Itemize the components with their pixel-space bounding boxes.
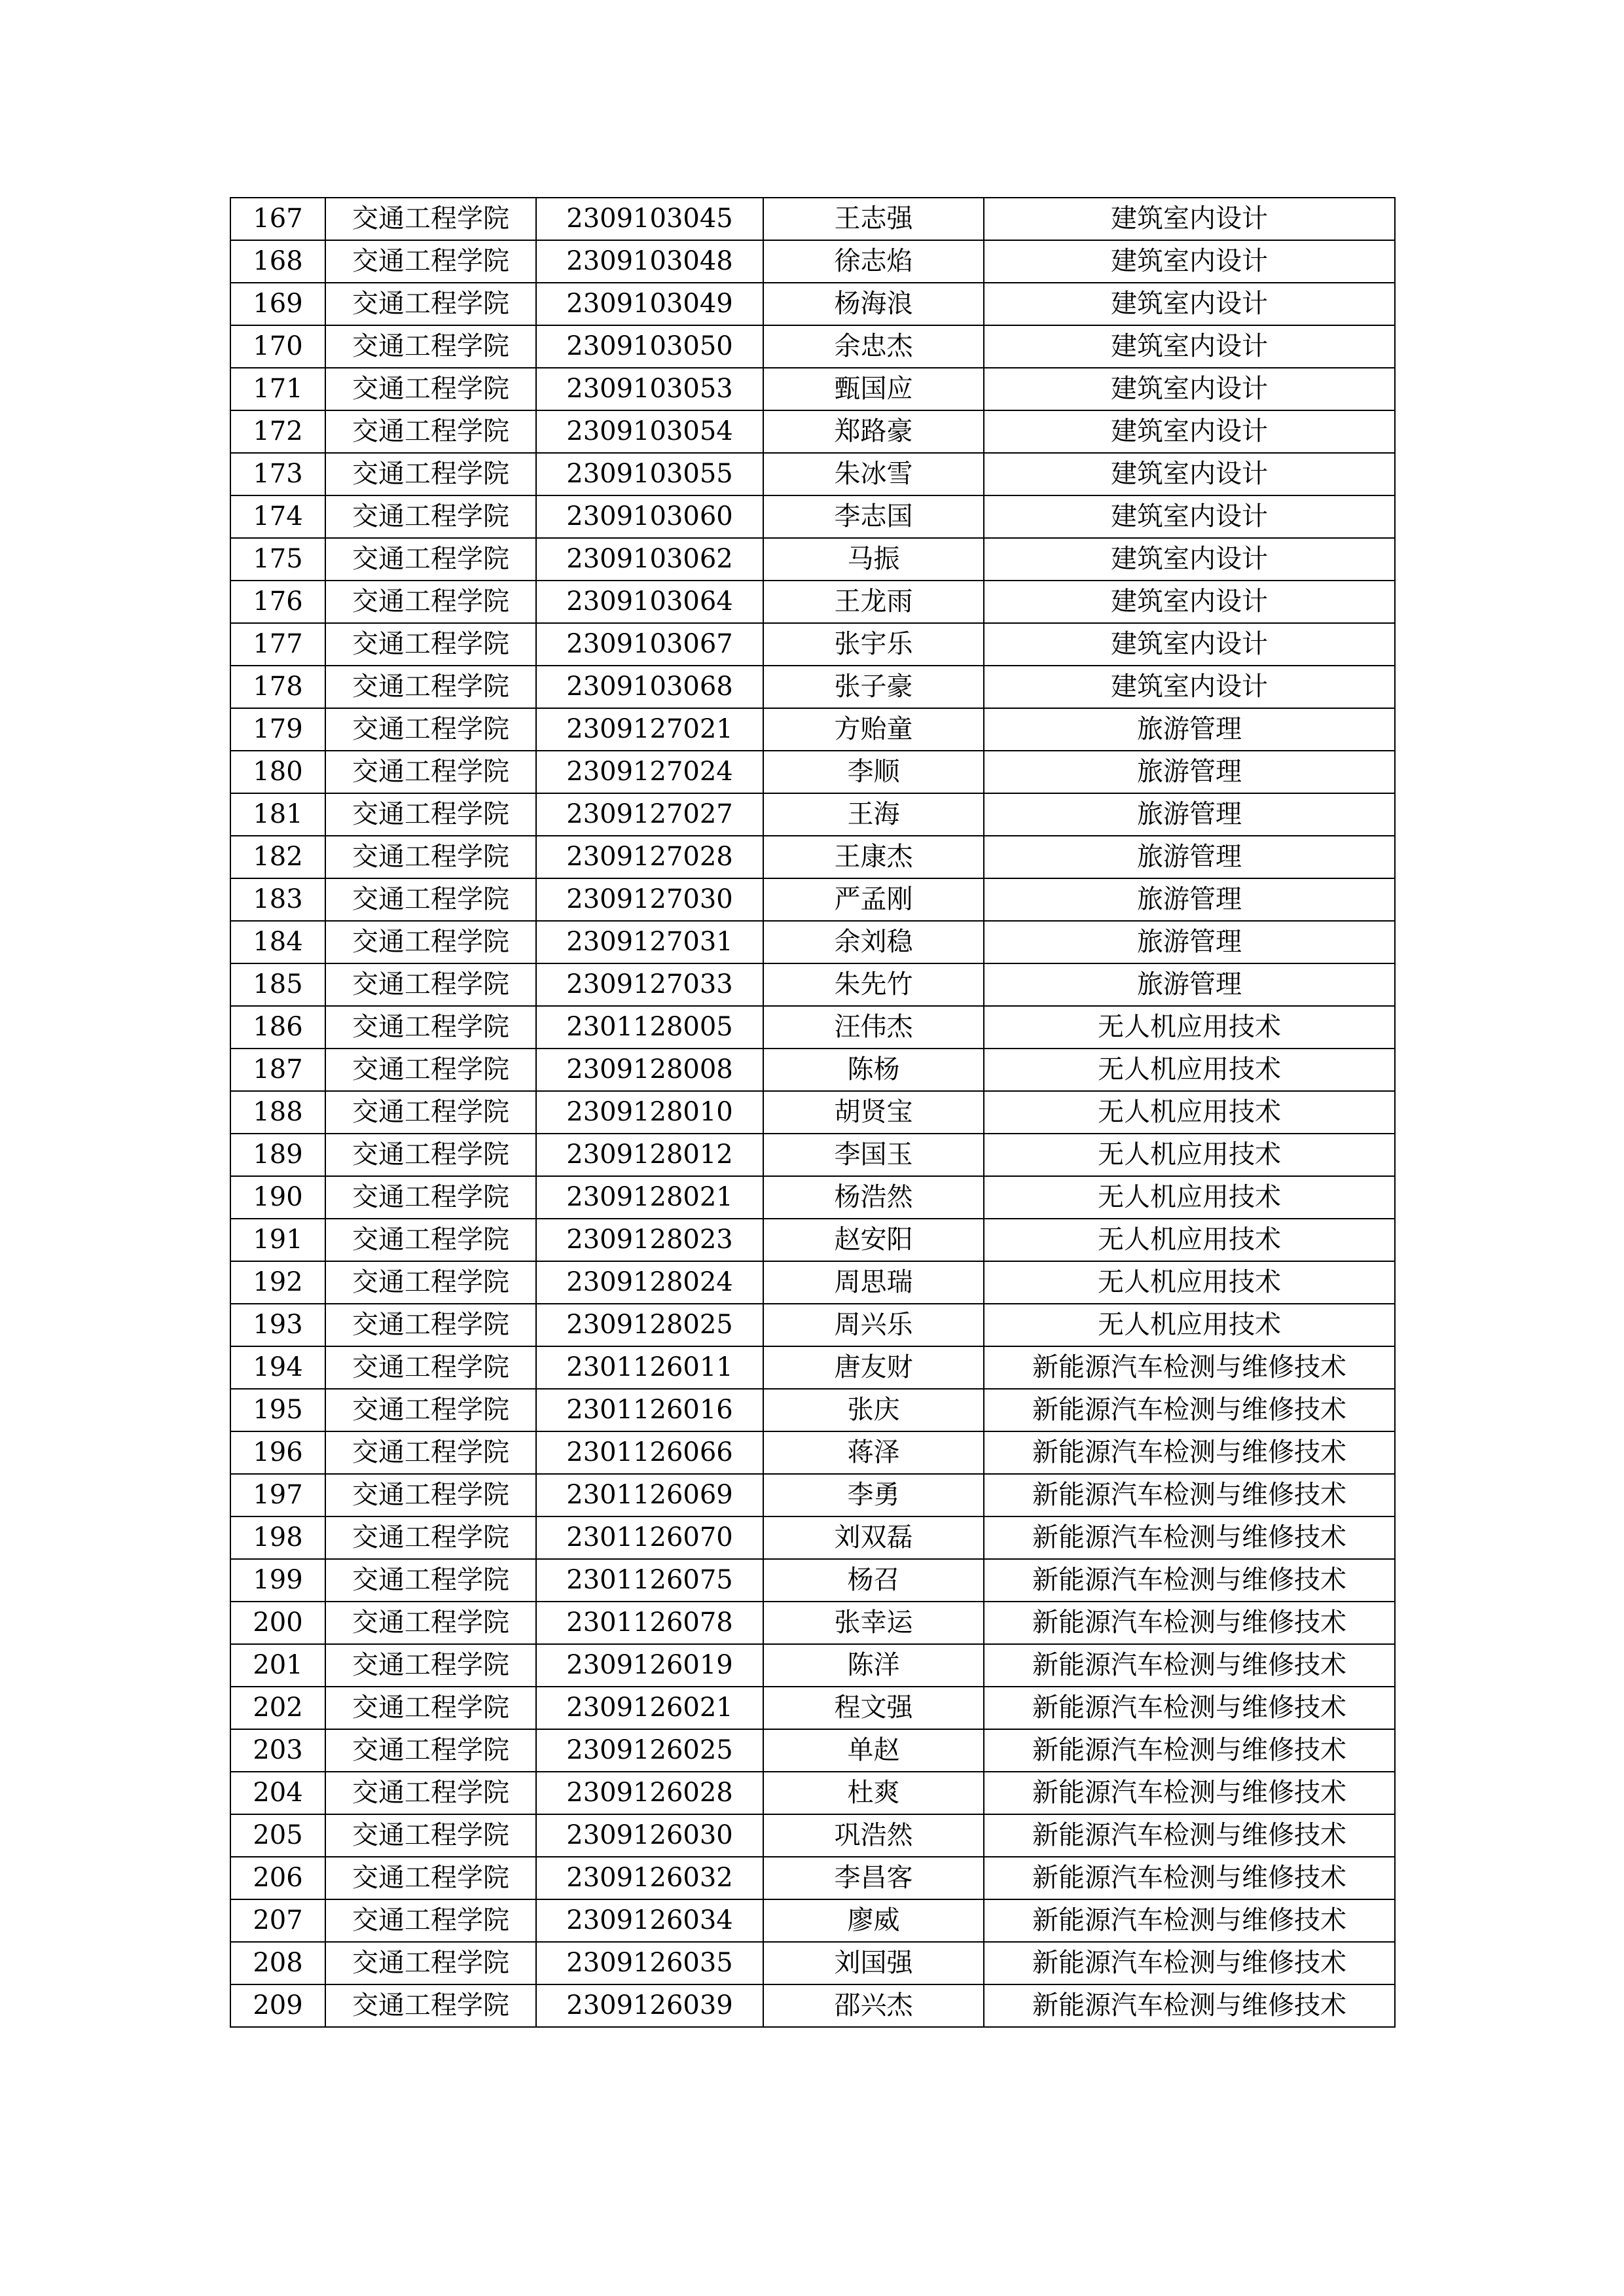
cell-student-name: 杨海浪 — [763, 283, 984, 325]
cell-major: 新能源汽车检测与维修技术 — [984, 1474, 1395, 1516]
cell-row-number: 194 — [230, 1346, 325, 1389]
cell-major: 新能源汽车检测与维修技术 — [984, 1602, 1395, 1644]
cell-student-id: 2309103054 — [536, 410, 763, 453]
cell-student-id: 2301126075 — [536, 1559, 763, 1602]
cell-student-name: 张子豪 — [763, 666, 984, 708]
cell-row-number: 195 — [230, 1389, 325, 1431]
table-row — [230, 751, 1395, 793]
cell-row-number: 193 — [230, 1304, 325, 1346]
cell-college: 交通工程学院 — [325, 538, 536, 581]
cell-major: 建筑室内设计 — [984, 453, 1395, 495]
cell-major: 旅游管理 — [984, 836, 1395, 878]
cell-student-name: 单赵 — [763, 1729, 984, 1772]
cell-major: 建筑室内设计 — [984, 368, 1395, 410]
cell-college: 交通工程学院 — [325, 836, 536, 878]
cell-student-id: 2309127033 — [536, 963, 763, 1006]
cell-row-number: 182 — [230, 836, 325, 878]
cell-row-number: 167 — [230, 198, 325, 240]
cell-student-name: 周兴乐 — [763, 1304, 984, 1346]
cell-major: 建筑室内设计 — [984, 495, 1395, 538]
table-row — [230, 283, 1395, 325]
cell-major: 新能源汽车检测与维修技术 — [984, 1814, 1395, 1857]
cell-row-number: 170 — [230, 325, 325, 368]
cell-college: 交通工程学院 — [325, 751, 536, 793]
cell-student-name: 胡贤宝 — [763, 1091, 984, 1134]
cell-college: 交通工程学院 — [325, 1644, 536, 1687]
table-row — [230, 1219, 1395, 1261]
cell-row-number: 209 — [230, 1984, 325, 2027]
roster-body — [230, 198, 1395, 2027]
cell-student-id: 2309126028 — [536, 1772, 763, 1814]
cell-row-number: 169 — [230, 283, 325, 325]
cell-student-id: 2309103068 — [536, 666, 763, 708]
cell-student-name: 张幸运 — [763, 1602, 984, 1644]
cell-student-id: 2309128010 — [536, 1091, 763, 1134]
cell-college: 交通工程学院 — [325, 921, 536, 963]
cell-student-name: 杨浩然 — [763, 1176, 984, 1219]
cell-major: 建筑室内设计 — [984, 666, 1395, 708]
table-row — [230, 1857, 1395, 1899]
table-row — [230, 368, 1395, 410]
table-row — [230, 1049, 1395, 1091]
cell-major: 无人机应用技术 — [984, 1261, 1395, 1304]
cell-student-id: 2309103048 — [536, 240, 763, 283]
cell-student-id: 2301126011 — [536, 1346, 763, 1389]
cell-college: 交通工程学院 — [325, 1857, 536, 1899]
cell-row-number: 179 — [230, 708, 325, 751]
cell-student-id: 2309128012 — [536, 1134, 763, 1176]
table-row — [230, 1474, 1395, 1516]
table-row — [230, 1644, 1395, 1687]
table-row — [230, 793, 1395, 836]
cell-row-number: 192 — [230, 1261, 325, 1304]
cell-row-number: 204 — [230, 1772, 325, 1814]
cell-row-number: 171 — [230, 368, 325, 410]
cell-college: 交通工程学院 — [325, 325, 536, 368]
cell-major: 建筑室内设计 — [984, 538, 1395, 581]
cell-student-id: 2309103050 — [536, 325, 763, 368]
cell-student-name: 郑路豪 — [763, 410, 984, 453]
cell-major: 新能源汽车检测与维修技术 — [984, 1346, 1395, 1389]
cell-row-number: 208 — [230, 1942, 325, 1984]
cell-major: 新能源汽车检测与维修技术 — [984, 1644, 1395, 1687]
cell-row-number: 200 — [230, 1602, 325, 1644]
cell-row-number: 173 — [230, 453, 325, 495]
cell-college: 交通工程学院 — [325, 368, 536, 410]
cell-student-id: 2301126016 — [536, 1389, 763, 1431]
cell-student-id: 2309126032 — [536, 1857, 763, 1899]
cell-student-id: 2309127031 — [536, 921, 763, 963]
cell-major: 建筑室内设计 — [984, 623, 1395, 666]
cell-major: 旅游管理 — [984, 751, 1395, 793]
cell-student-id: 2309128024 — [536, 1261, 763, 1304]
cell-college: 交通工程学院 — [325, 963, 536, 1006]
cell-row-number: 191 — [230, 1219, 325, 1261]
table-row — [230, 581, 1395, 623]
cell-student-id: 2309128008 — [536, 1049, 763, 1091]
cell-major: 新能源汽车检测与维修技术 — [984, 1687, 1395, 1729]
cell-student-id: 2309128023 — [536, 1219, 763, 1261]
table-row — [230, 1176, 1395, 1219]
cell-student-id: 2309103062 — [536, 538, 763, 581]
cell-student-name: 杨召 — [763, 1559, 984, 1602]
cell-college: 交通工程学院 — [325, 793, 536, 836]
cell-college: 交通工程学院 — [325, 581, 536, 623]
cell-student-name: 朱先竹 — [763, 963, 984, 1006]
table-row — [230, 708, 1395, 751]
cell-college: 交通工程学院 — [325, 1049, 536, 1091]
cell-row-number: 181 — [230, 793, 325, 836]
cell-student-id: 2309126019 — [536, 1644, 763, 1687]
cell-row-number: 188 — [230, 1091, 325, 1134]
cell-student-id: 2309103045 — [536, 198, 763, 240]
cell-college: 交通工程学院 — [325, 1304, 536, 1346]
table-row — [230, 410, 1395, 453]
cell-row-number: 176 — [230, 581, 325, 623]
cell-student-name: 王海 — [763, 793, 984, 836]
cell-college: 交通工程学院 — [325, 1431, 536, 1474]
cell-student-id: 2309128021 — [536, 1176, 763, 1219]
table-row — [230, 1984, 1395, 2027]
cell-student-id: 2301126066 — [536, 1431, 763, 1474]
cell-student-name: 严孟刚 — [763, 878, 984, 921]
table-row — [230, 1772, 1395, 1814]
cell-student-name: 徐志焰 — [763, 240, 984, 283]
cell-row-number: 207 — [230, 1899, 325, 1942]
cell-major: 旅游管理 — [984, 878, 1395, 921]
table-row — [230, 1346, 1395, 1389]
cell-student-name: 周思瑞 — [763, 1261, 984, 1304]
table-row — [230, 1431, 1395, 1474]
cell-college: 交通工程学院 — [325, 708, 536, 751]
cell-student-id: 2309126025 — [536, 1729, 763, 1772]
cell-college: 交通工程学院 — [325, 240, 536, 283]
cell-student-id: 2309127024 — [536, 751, 763, 793]
table-row — [230, 453, 1395, 495]
cell-student-name: 陈杨 — [763, 1049, 984, 1091]
cell-row-number: 185 — [230, 963, 325, 1006]
cell-row-number: 201 — [230, 1644, 325, 1687]
cell-college: 交通工程学院 — [325, 453, 536, 495]
table-row — [230, 1261, 1395, 1304]
cell-student-name: 刘双磊 — [763, 1516, 984, 1559]
cell-college: 交通工程学院 — [325, 1814, 536, 1857]
cell-student-id: 2309126039 — [536, 1984, 763, 2027]
cell-student-name: 李志国 — [763, 495, 984, 538]
cell-row-number: 202 — [230, 1687, 325, 1729]
cell-row-number: 190 — [230, 1176, 325, 1219]
cell-row-number: 183 — [230, 878, 325, 921]
cell-student-id: 2309103060 — [536, 495, 763, 538]
cell-student-name: 赵安阳 — [763, 1219, 984, 1261]
cell-major: 旅游管理 — [984, 921, 1395, 963]
cell-major: 新能源汽车检测与维修技术 — [984, 1559, 1395, 1602]
cell-major: 无人机应用技术 — [984, 1304, 1395, 1346]
cell-college: 交通工程学院 — [325, 1006, 536, 1049]
cell-major: 旅游管理 — [984, 793, 1395, 836]
cell-student-id: 2301126069 — [536, 1474, 763, 1516]
table-row — [230, 1091, 1395, 1134]
table-row — [230, 963, 1395, 1006]
table-row — [230, 836, 1395, 878]
cell-student-name: 唐友财 — [763, 1346, 984, 1389]
table-row — [230, 1942, 1395, 1984]
table-row — [230, 198, 1395, 240]
cell-major: 新能源汽车检测与维修技术 — [984, 1729, 1395, 1772]
cell-student-id: 2301126078 — [536, 1602, 763, 1644]
cell-row-number: 206 — [230, 1857, 325, 1899]
table-row — [230, 325, 1395, 368]
cell-college: 交通工程学院 — [325, 1219, 536, 1261]
cell-row-number: 199 — [230, 1559, 325, 1602]
cell-college: 交通工程学院 — [325, 283, 536, 325]
cell-row-number: 196 — [230, 1431, 325, 1474]
cell-row-number: 186 — [230, 1006, 325, 1049]
cell-major: 无人机应用技术 — [984, 1176, 1395, 1219]
cell-student-name: 李国玉 — [763, 1134, 984, 1176]
table-row — [230, 1814, 1395, 1857]
cell-student-id: 2309127021 — [536, 708, 763, 751]
table-row — [230, 1134, 1395, 1176]
cell-student-name: 张庆 — [763, 1389, 984, 1431]
cell-college: 交通工程学院 — [325, 1346, 536, 1389]
cell-student-name: 廖威 — [763, 1899, 984, 1942]
table-row — [230, 1729, 1395, 1772]
cell-student-name: 方贻童 — [763, 708, 984, 751]
cell-college: 交通工程学院 — [325, 1984, 536, 2027]
cell-college: 交通工程学院 — [325, 1559, 536, 1602]
cell-student-name: 王康杰 — [763, 836, 984, 878]
cell-major: 新能源汽车检测与维修技术 — [984, 1942, 1395, 1984]
table-row — [230, 495, 1395, 538]
cell-major: 建筑室内设计 — [984, 581, 1395, 623]
cell-student-id: 2301128005 — [536, 1006, 763, 1049]
cell-major: 无人机应用技术 — [984, 1091, 1395, 1134]
cell-row-number: 189 — [230, 1134, 325, 1176]
table-row — [230, 1687, 1395, 1729]
cell-college: 交通工程学院 — [325, 1516, 536, 1559]
cell-major: 无人机应用技术 — [984, 1219, 1395, 1261]
cell-major: 新能源汽车检测与维修技术 — [984, 1516, 1395, 1559]
cell-student-name: 巩浩然 — [763, 1814, 984, 1857]
student-roster-table — [230, 197, 1396, 2028]
cell-student-id: 2309128025 — [536, 1304, 763, 1346]
cell-row-number: 178 — [230, 666, 325, 708]
table-row — [230, 666, 1395, 708]
cell-student-name: 陈洋 — [763, 1644, 984, 1687]
cell-college: 交通工程学院 — [325, 878, 536, 921]
cell-student-name: 马振 — [763, 538, 984, 581]
cell-major: 无人机应用技术 — [984, 1049, 1395, 1091]
cell-row-number: 172 — [230, 410, 325, 453]
cell-student-id: 2309103055 — [536, 453, 763, 495]
cell-major: 无人机应用技术 — [984, 1134, 1395, 1176]
cell-row-number: 203 — [230, 1729, 325, 1772]
cell-major: 建筑室内设计 — [984, 283, 1395, 325]
cell-college: 交通工程学院 — [325, 623, 536, 666]
cell-major: 新能源汽车检测与维修技术 — [984, 1389, 1395, 1431]
cell-major: 新能源汽车检测与维修技术 — [984, 1431, 1395, 1474]
cell-student-id: 2309103067 — [536, 623, 763, 666]
cell-student-name: 李昌客 — [763, 1857, 984, 1899]
cell-student-id: 2309127030 — [536, 878, 763, 921]
cell-student-name: 朱冰雪 — [763, 453, 984, 495]
cell-student-id: 2309126035 — [536, 1942, 763, 1984]
cell-major: 无人机应用技术 — [984, 1006, 1395, 1049]
cell-student-name: 余刘稳 — [763, 921, 984, 963]
cell-college: 交通工程学院 — [325, 1474, 536, 1516]
cell-student-name: 刘国强 — [763, 1942, 984, 1984]
cell-student-name: 杜爽 — [763, 1772, 984, 1814]
cell-student-id: 2309103049 — [536, 283, 763, 325]
cell-college: 交通工程学院 — [325, 1134, 536, 1176]
cell-major: 建筑室内设计 — [984, 325, 1395, 368]
cell-student-id: 2309126034 — [536, 1899, 763, 1942]
cell-major: 新能源汽车检测与维修技术 — [984, 1772, 1395, 1814]
cell-major: 新能源汽车检测与维修技术 — [984, 1857, 1395, 1899]
table-row — [230, 1304, 1395, 1346]
cell-major: 建筑室内设计 — [984, 198, 1395, 240]
cell-college: 交通工程学院 — [325, 1899, 536, 1942]
cell-student-id: 2309103064 — [536, 581, 763, 623]
cell-student-name: 张宇乐 — [763, 623, 984, 666]
cell-college: 交通工程学院 — [325, 1091, 536, 1134]
table-row — [230, 538, 1395, 581]
cell-major: 旅游管理 — [984, 708, 1395, 751]
cell-student-id: 2309126030 — [536, 1814, 763, 1857]
table-row — [230, 623, 1395, 666]
cell-student-name: 李顺 — [763, 751, 984, 793]
cell-college: 交通工程学院 — [325, 1389, 536, 1431]
table-row — [230, 878, 1395, 921]
cell-college: 交通工程学院 — [325, 1687, 536, 1729]
cell-student-id: 2309103053 — [536, 368, 763, 410]
cell-college: 交通工程学院 — [325, 1772, 536, 1814]
cell-student-name: 程文强 — [763, 1687, 984, 1729]
cell-college: 交通工程学院 — [325, 1729, 536, 1772]
cell-college: 交通工程学院 — [325, 1942, 536, 1984]
cell-major: 建筑室内设计 — [984, 240, 1395, 283]
cell-student-name: 邵兴杰 — [763, 1984, 984, 2027]
cell-student-name: 王志强 — [763, 198, 984, 240]
cell-college: 交通工程学院 — [325, 1176, 536, 1219]
cell-row-number: 205 — [230, 1814, 325, 1857]
cell-college: 交通工程学院 — [325, 1602, 536, 1644]
table-row — [230, 1559, 1395, 1602]
cell-row-number: 180 — [230, 751, 325, 793]
cell-student-name: 汪伟杰 — [763, 1006, 984, 1049]
cell-row-number: 197 — [230, 1474, 325, 1516]
cell-student-id: 2309126021 — [536, 1687, 763, 1729]
cell-row-number: 187 — [230, 1049, 325, 1091]
cell-row-number: 175 — [230, 538, 325, 581]
table-row — [230, 1602, 1395, 1644]
table-row — [230, 1006, 1395, 1049]
cell-row-number: 168 — [230, 240, 325, 283]
cell-row-number: 198 — [230, 1516, 325, 1559]
cell-student-name: 余忠杰 — [763, 325, 984, 368]
cell-student-name: 李勇 — [763, 1474, 984, 1516]
cell-college: 交通工程学院 — [325, 495, 536, 538]
cell-student-name: 王龙雨 — [763, 581, 984, 623]
cell-student-id: 2309127027 — [536, 793, 763, 836]
table-row — [230, 240, 1395, 283]
table-row — [230, 1516, 1395, 1559]
cell-major: 新能源汽车检测与维修技术 — [984, 1899, 1395, 1942]
cell-student-name: 甄国应 — [763, 368, 984, 410]
table-row — [230, 921, 1395, 963]
table-row — [230, 1899, 1395, 1942]
cell-major: 建筑室内设计 — [984, 410, 1395, 453]
cell-college: 交通工程学院 — [325, 198, 536, 240]
cell-student-id: 2309127028 — [536, 836, 763, 878]
cell-row-number: 174 — [230, 495, 325, 538]
cell-row-number: 177 — [230, 623, 325, 666]
cell-college: 交通工程学院 — [325, 666, 536, 708]
cell-major: 新能源汽车检测与维修技术 — [984, 1984, 1395, 2027]
cell-major: 旅游管理 — [984, 963, 1395, 1006]
table-row — [230, 1389, 1395, 1431]
cell-college: 交通工程学院 — [325, 410, 536, 453]
cell-student-id: 2301126070 — [536, 1516, 763, 1559]
cell-college: 交通工程学院 — [325, 1261, 536, 1304]
cell-student-name: 蒋泽 — [763, 1431, 984, 1474]
cell-row-number: 184 — [230, 921, 325, 963]
